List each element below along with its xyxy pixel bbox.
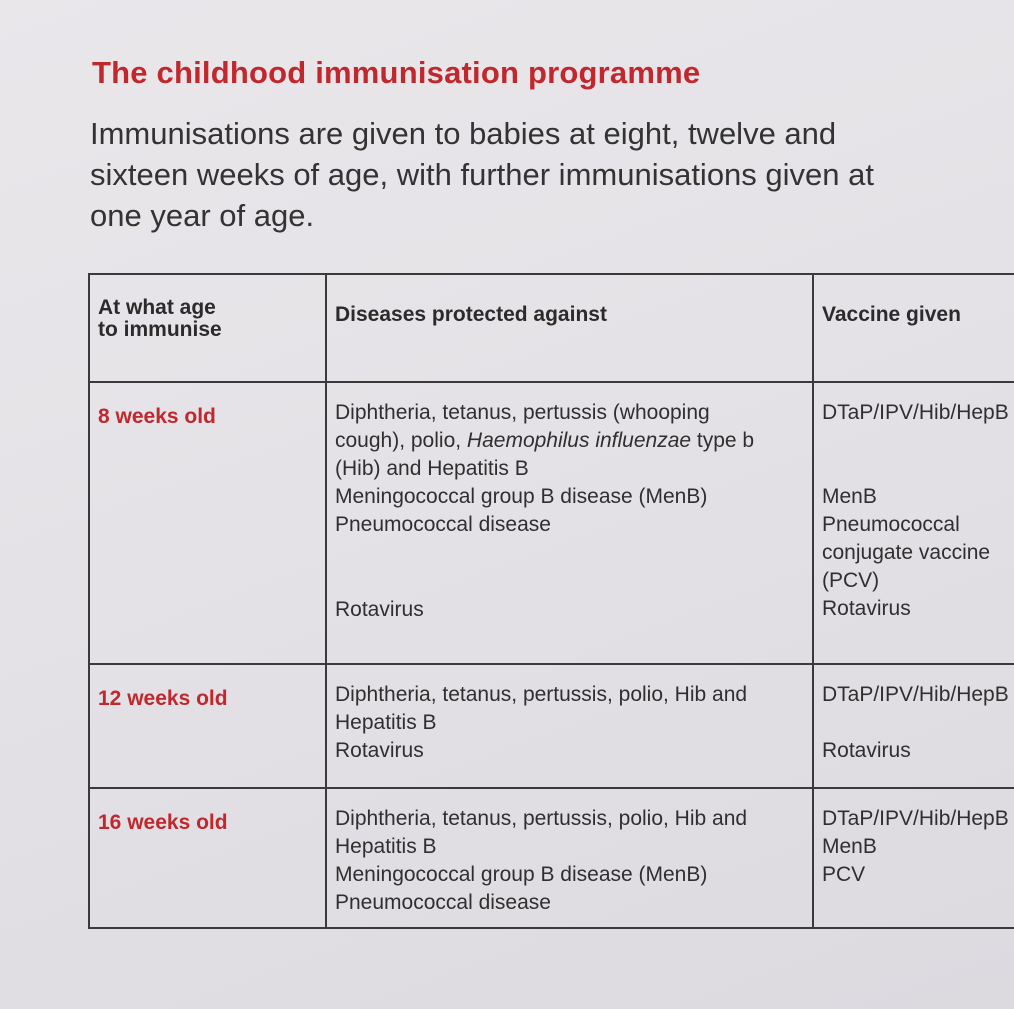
disease-line: Meningococcal group B disease (MenB) (335, 863, 708, 886)
intro-line: Immunisations are given to babies at eight, twelve and (90, 116, 837, 151)
disease-text: type b (691, 429, 755, 452)
spacer (822, 709, 1014, 737)
diseases-cell (326, 788, 813, 928)
intro-line: sixteen weeks of age, with further immunisations given at (90, 157, 874, 192)
vaccine-line: Rotavirus (822, 739, 911, 762)
header-diseases: Diseases protected against (326, 274, 813, 382)
disease-line: Diphtheria, tetanus, pertussis, polio, Hib and (335, 807, 748, 830)
table-row (89, 382, 1014, 664)
vaccine-line: DTaP/IPV/Hib/HepB (822, 401, 1009, 424)
vaccine-line: DTaP/IPV/Hib/HepB (822, 807, 1009, 830)
disease-line: Pneumococcal disease (335, 891, 551, 914)
vaccine-cell (813, 382, 1014, 664)
immunisation-schedule-table (88, 273, 1014, 929)
page-title: The childhood immunisation programme (92, 55, 701, 90)
vaccine-line: conjugate vaccine (822, 541, 991, 564)
vaccine-line: Rotavirus (822, 597, 911, 620)
disease-italic-text: Haemophilus influenzae (466, 429, 692, 452)
spacer (335, 539, 806, 596)
header-age-line: At what age (98, 296, 216, 319)
spacer (822, 455, 1014, 483)
table-row (89, 788, 1014, 928)
vaccine-line: DTaP/IPV/Hib/HepB (822, 683, 1009, 706)
age-cell: 16 weeks old (89, 788, 326, 928)
header-vaccine: Vaccine given (813, 274, 1014, 382)
header-age-line: to immunise (98, 318, 222, 341)
disease-line: Rotavirus (335, 598, 424, 621)
vaccine-line: (PCV) (822, 569, 880, 592)
disease-line: Diphtheria, tetanus, pertussis, polio, Hib and (335, 683, 748, 706)
intro-line: one year of age. (90, 198, 315, 233)
age-cell: 12 weeks old (89, 664, 326, 788)
spacer (822, 427, 1014, 455)
vaccine-cell (813, 664, 1014, 788)
disease-line (335, 427, 806, 455)
disease-line: Rotavirus (335, 739, 424, 762)
age-cell: 8 weeks old (89, 382, 326, 664)
diseases-cell (326, 382, 813, 664)
disease-line: Pneumococcal disease (335, 513, 551, 536)
vaccine-line: MenB (822, 485, 877, 508)
vaccine-cell (813, 788, 1014, 928)
header-age (89, 274, 326, 382)
vaccine-line: Pneumococcal (822, 513, 960, 536)
disease-line: Hepatitis B (335, 835, 437, 858)
vaccine-line: MenB (822, 835, 877, 858)
disease-line: Hepatitis B (335, 711, 437, 734)
vaccine-line: PCV (822, 863, 866, 886)
table-row (89, 664, 1014, 788)
disease-text: cough), polio, (335, 429, 467, 452)
disease-line: (Hib) and Hepatitis B (335, 457, 529, 480)
disease-line: Meningococcal group B disease (MenB) (335, 485, 708, 508)
disease-line: Diphtheria, tetanus, pertussis (whooping (335, 401, 710, 424)
diseases-cell (326, 664, 813, 788)
intro-paragraph (90, 113, 990, 236)
table-header-row (89, 274, 1014, 382)
